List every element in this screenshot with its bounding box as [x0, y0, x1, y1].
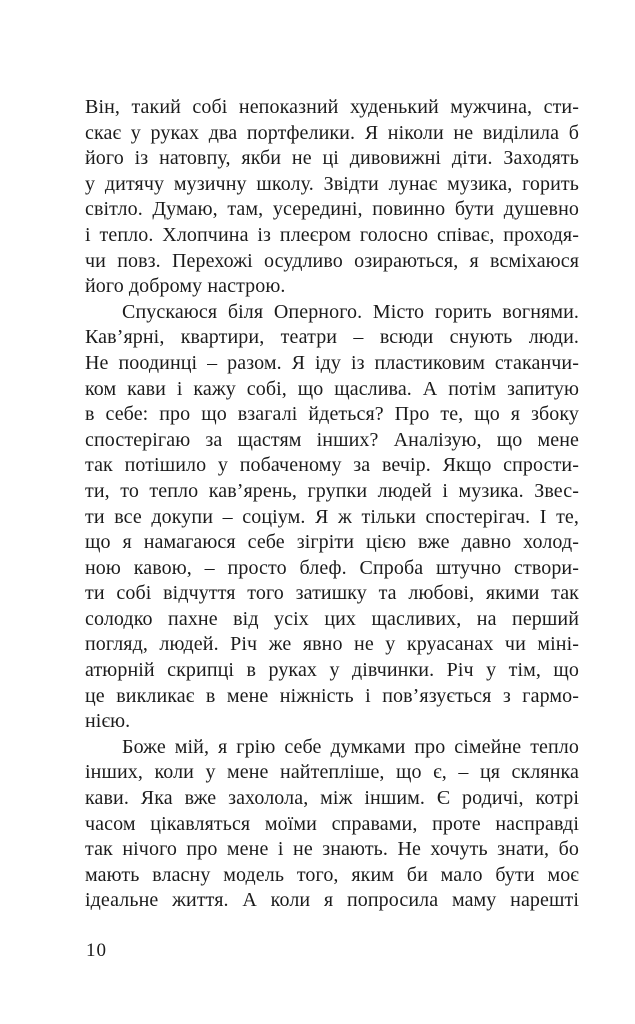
text-line: інших, коли у мене найтепліше, що є, – ця склянка [85, 761, 579, 784]
text-line: скає у руках два портфелики. Я ніколи не виділила б [85, 121, 579, 144]
paragraph [85, 300, 579, 735]
text-line: його доброму настрою. [85, 275, 286, 298]
text-line: в себе: про що взагалі йдеться? Про те, що я збоку [85, 403, 579, 426]
text-line: Він, такий собі непоказний худенький мужчина, сти- [85, 96, 579, 118]
text-line: так потішило у побаченому за вечір. Якщо спрости- [85, 454, 579, 477]
text-line: світло. Думаю, там, усередині, повинно бути душевно [85, 198, 579, 221]
text-line: що я намагаюся себе зігріти цією вже давно холод- [85, 531, 579, 554]
text-line: ною кавою, – просто блеф. Спроба штучно створи- [85, 556, 579, 579]
text-line: ідеальне життя. А коли я попросила маму нарешті [85, 889, 579, 912]
text-line: так нічого про мене і не знають. Не хочуть знати, бо [85, 838, 579, 861]
paragraph [85, 735, 579, 914]
text-line: кави. Яка вже захолола, між іншим. Є родичі, котрі [85, 787, 579, 810]
text-line: ти, то тепло кав’ярень, групки людей і музика. Звес- [85, 479, 579, 502]
text-line: це викликає в мене ніжність і пов’язується з гармо- [85, 684, 579, 707]
paragraph [85, 95, 579, 300]
text-line: нією. [85, 710, 131, 733]
text-line: ком кави і кажу собі, що щаслива. А потім запитую [85, 377, 579, 400]
text-line: Не поодинці – разом. Я іду із пластиковим стаканчи- [85, 351, 579, 374]
text-line: мають власну модель того, яким би мало бути моє [85, 863, 579, 886]
text-line: Кав’ярні, квартири, театри – всюди снують люди. [85, 326, 579, 349]
text-line: погляд, людей. Річ же явно не у круасанах чи міні- [85, 633, 579, 656]
text-line: ти все докупи – соціум. Я ж тільки спостерігач. І те, [85, 505, 579, 528]
text-line: спостерігаю за щастям інших? Аналізую, що мене [85, 428, 579, 451]
text-line: Боже мій, я грію себе думками про сімейне тепло [122, 735, 579, 758]
text-line: у дитячу музичну школу. Звідти лунає музика, горить [85, 172, 579, 195]
page-number: 10 [86, 940, 107, 961]
text-line: і тепло. Хлопчина із плеєром голосно співає, проходя- [85, 223, 579, 246]
page-text-block [85, 95, 579, 914]
text-line: його із натовпу, якби не ці дивовижні діти. Заходять [85, 147, 579, 170]
text-line: Спускаюся біля Оперного. Місто горить вогнями. [122, 300, 579, 323]
text-line: ти собі відчуття того затишку та любові, якими так [85, 582, 579, 605]
text-line: атюрній скрипці в руках у дівчинки. Річ у тім, що [85, 659, 579, 682]
text-line: солодко пахне від усіх цих щасливих, на перший [85, 607, 579, 630]
text-line: чи повз. Перехожі осудливо озираються, я всміхаюся [85, 249, 579, 272]
text-line: часом цікавляться моїми справами, проте насправді [85, 812, 579, 835]
